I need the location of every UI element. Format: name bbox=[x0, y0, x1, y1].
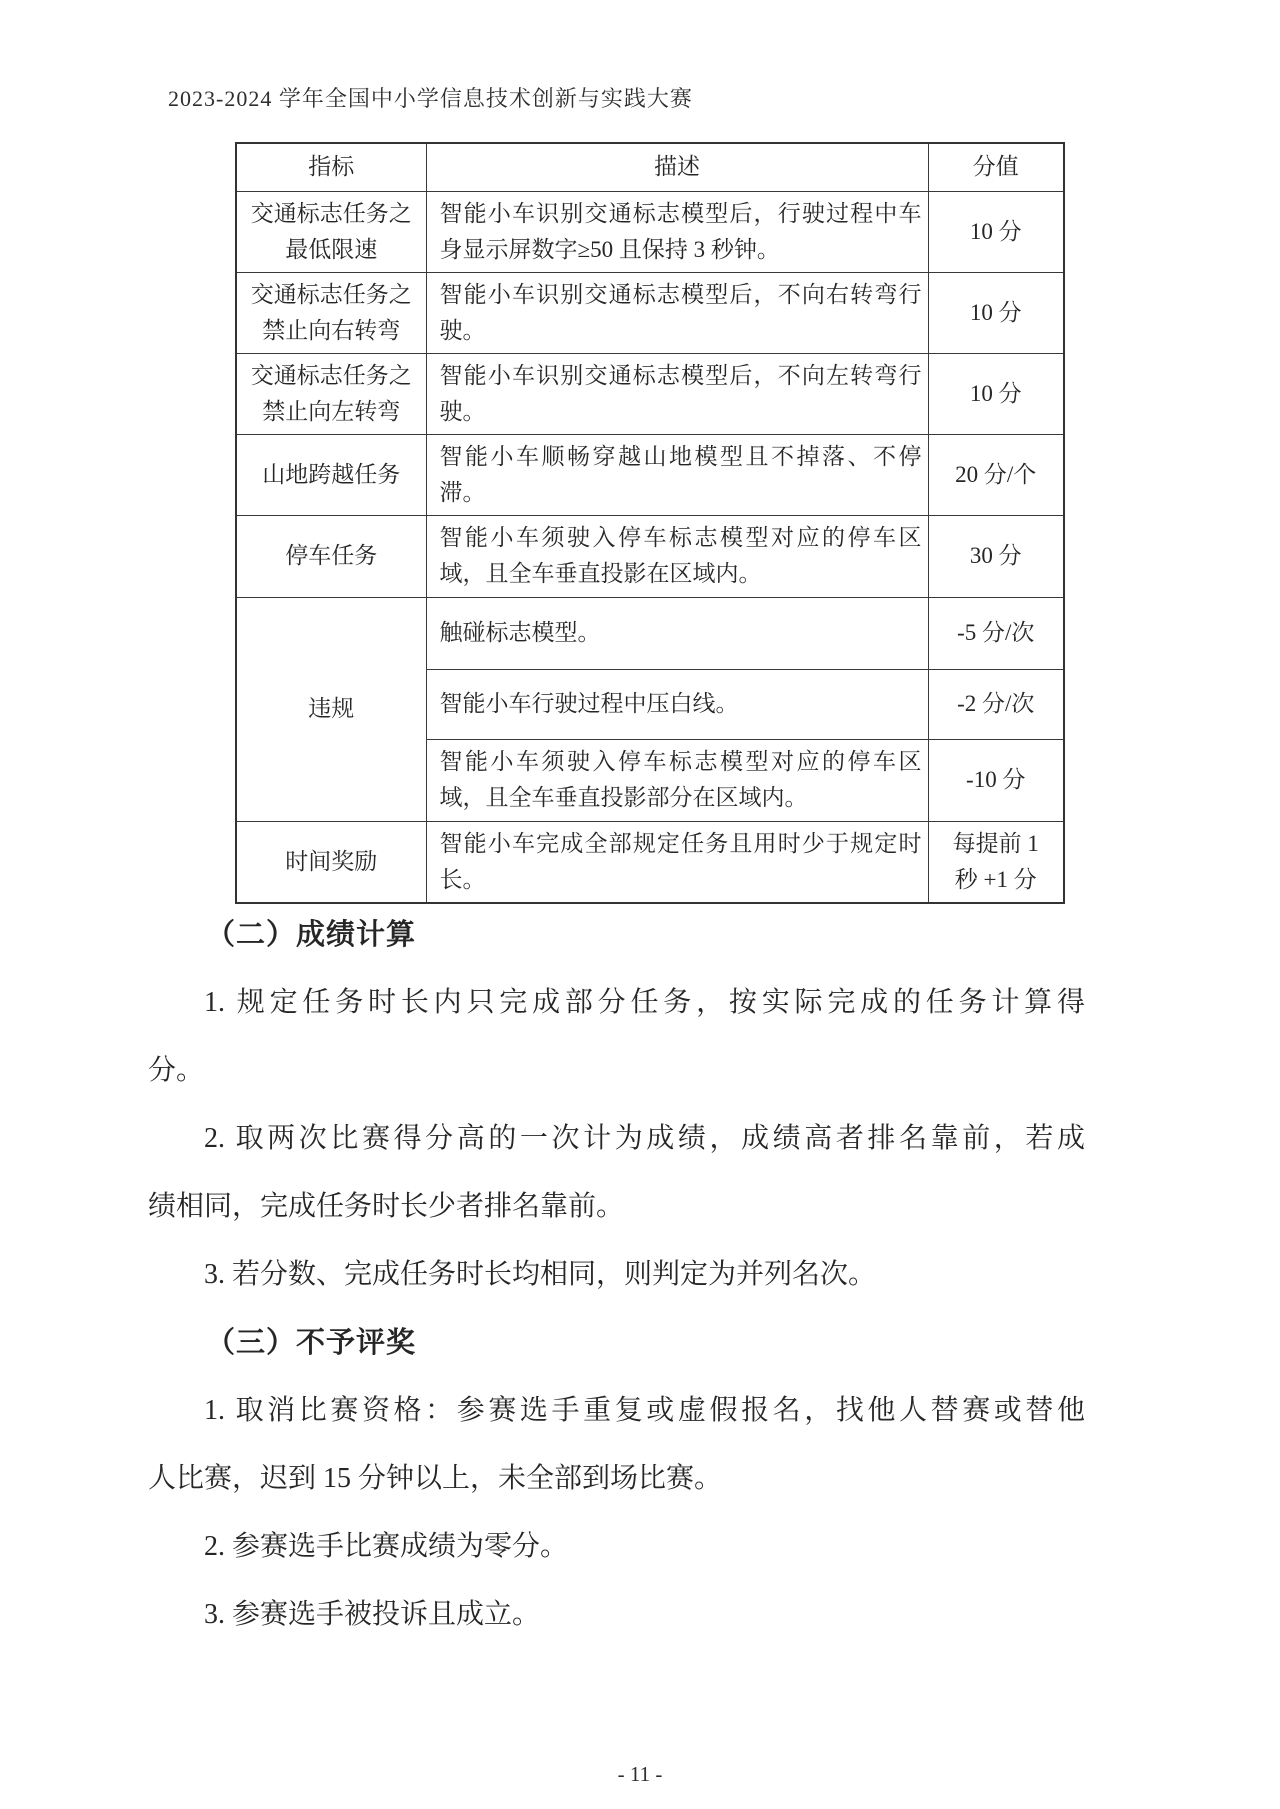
description-cell: 智能小车识别交通标志模型后，不向左转弯行驶。 bbox=[426, 353, 928, 434]
page-number: - 11 - bbox=[617, 1762, 663, 1786]
table-header-row bbox=[236, 143, 1064, 191]
description-cell: 触碰标志模型。 bbox=[426, 597, 928, 669]
table-row bbox=[236, 597, 1064, 669]
section-heading-score-calc: （二）成绩计算 bbox=[206, 919, 417, 951]
score-cell: -2 分/次 bbox=[928, 669, 1064, 739]
paragraph-line: 人比赛，迟到 15 分钟以上，未全部到场比赛。 bbox=[148, 1463, 723, 1494]
body-text bbox=[148, 901, 1085, 1649]
score-cell: 30 分 bbox=[928, 515, 1064, 597]
paragraph-line: 绩相同，完成任务时长少者排名靠前。 bbox=[148, 1191, 625, 1222]
description-cell: 智能小车识别交通标志模型后，行驶过程中车身显示屏数字≥50 且保持 3 秒钟。 bbox=[426, 191, 928, 272]
header-indicator: 指标 bbox=[236, 143, 426, 191]
paragraph-line: 2. 取两次比赛得分高的一次计为成绩，成绩高者排名靠前，若成 bbox=[204, 1123, 1085, 1154]
score-cell: 10 分 bbox=[928, 353, 1064, 434]
table-row bbox=[236, 821, 1064, 903]
header-score: 分值 bbox=[928, 143, 1064, 191]
score-cell: 10 分 bbox=[928, 191, 1064, 272]
indicator-cell: 交通标志任务之最低限速 bbox=[236, 191, 426, 272]
paragraph-line: 3. 参赛选手被投诉且成立。 bbox=[204, 1599, 541, 1630]
paragraph-line: 分。 bbox=[148, 1055, 205, 1086]
header-description: 描述 bbox=[426, 143, 928, 191]
table-row bbox=[236, 515, 1064, 597]
paragraph-line: 1. 规定任务时长内只完成部分任务，按实际完成的任务计算得 bbox=[204, 987, 1085, 1018]
description-cell: 智能小车识别交通标志模型后，不向右转弯行驶。 bbox=[426, 272, 928, 353]
description-cell: 智能小车须驶入停车标志模型对应的停车区域，且全车垂直投影在区域内。 bbox=[426, 515, 928, 597]
paragraph-line: 2. 参赛选手比赛成绩为零分。 bbox=[204, 1531, 569, 1562]
table-row bbox=[236, 434, 1064, 515]
score-cell: -5 分/次 bbox=[928, 597, 1064, 669]
description-cell: 智能小车顺畅穿越山地模型且不掉落、不停滞。 bbox=[426, 434, 928, 515]
indicator-cell: 交通标志任务之禁止向左转弯 bbox=[236, 353, 426, 434]
paragraph-line: 1. 取消比赛资格：参赛选手重复或虚假报名，找他人替赛或替他 bbox=[204, 1395, 1085, 1426]
indicator-cell-violation: 违规 bbox=[236, 597, 426, 821]
indicator-cell: 交通标志任务之禁止向右转弯 bbox=[236, 272, 426, 353]
score-cell: -10 分 bbox=[928, 739, 1064, 821]
paragraph-line: 3. 若分数、完成任务时长均相同，则判定为并列名次。 bbox=[204, 1259, 877, 1290]
indicator-cell: 停车任务 bbox=[236, 515, 426, 597]
table-row bbox=[236, 272, 1064, 353]
score-cell: 20 分/个 bbox=[928, 434, 1064, 515]
table-row bbox=[236, 191, 1064, 272]
score-table bbox=[235, 142, 1065, 904]
document-header: 2023-2024 学年全国中小学信息技术创新与实践大赛 bbox=[168, 86, 693, 111]
section-heading-no-award: （三）不予评奖 bbox=[206, 1327, 417, 1359]
indicator-cell: 时间奖励 bbox=[236, 821, 426, 903]
score-cell: 每提前 1 秒 +1 分 bbox=[928, 821, 1064, 903]
indicator-cell: 山地跨越任务 bbox=[236, 434, 426, 515]
description-cell: 智能小车行驶过程中压白线。 bbox=[426, 669, 928, 739]
description-cell: 智能小车完成全部规定任务且用时少于规定时长。 bbox=[426, 821, 928, 903]
table-row bbox=[236, 353, 1064, 434]
score-cell: 10 分 bbox=[928, 272, 1064, 353]
description-cell: 智能小车须驶入停车标志模型对应的停车区域，且全车垂直投影部分在区域内。 bbox=[426, 739, 928, 821]
